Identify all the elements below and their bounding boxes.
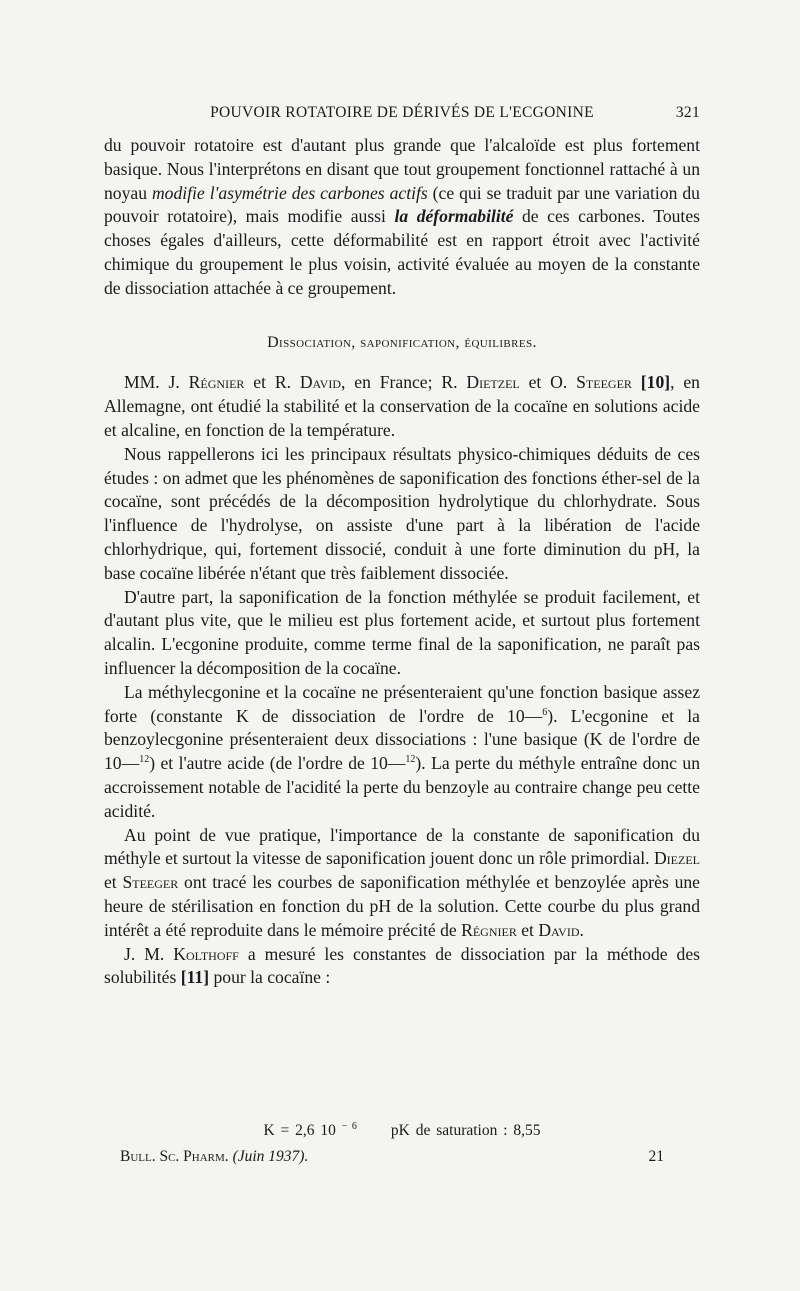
text-run: et O. bbox=[519, 372, 577, 393]
exponent: 12 bbox=[405, 754, 416, 766]
text-run: MM. J. bbox=[124, 372, 189, 393]
author-name: Régnier bbox=[188, 372, 245, 393]
text-run: ). La perte du méthyle entraîne donc un accroissement notable de l'acidité la perte du benzoyle au contraire change peu cette acidité. bbox=[104, 753, 700, 821]
page-number: 321 bbox=[675, 104, 700, 121]
running-title: POUVOIR ROTATOIRE DE DÉRIVÉS DE L'ECGONINE bbox=[210, 104, 594, 121]
author-name: Steeger bbox=[576, 372, 632, 393]
exponent: 12 bbox=[139, 754, 150, 766]
text-run: . bbox=[579, 919, 584, 940]
reference-number: [10] bbox=[640, 372, 671, 393]
dissociation-constant bbox=[263, 1122, 356, 1139]
author-name: David bbox=[299, 372, 341, 393]
text-run: (ce qui se traduit par une variation du pouvoir rotatoire), mais modifie aussi bbox=[104, 182, 700, 227]
paragraph-practical bbox=[104, 824, 700, 943]
text-run: et bbox=[104, 872, 123, 893]
exponent: − 6 bbox=[341, 1120, 357, 1132]
text-run: de ces carbones. Toutes choses égales d'ailleurs, cette déformabilité est en rapport étroit avec l'activité chimique du groupement le plus voisin, activité évaluée au moyen de la constante de dissociation attachée à ce groupement. bbox=[104, 206, 700, 298]
author-name: Steeger bbox=[122, 872, 179, 893]
body-text bbox=[104, 134, 700, 990]
author-name: Dietzel bbox=[466, 372, 520, 393]
paragraph-results: Nous rappellerons ici les principaux résultats physico-chimiques déduits de ces études : on admet que les phénomènes de saponification des fonctions éther-sel de la cocaïne, sont précédés de la décomposition hydrolytique du chlorhydrate. Sous l'influence de l'hydrolyse, on assiste d'une part à la libération de l'acide chlorhydrique, qui, fortement dissocié, conduit à une forte diminution du pH, la base cocaïne libérée n'étant que très faiblement dissociée. bbox=[104, 443, 700, 583]
formula bbox=[104, 1122, 700, 1140]
paragraph-dissociation bbox=[104, 681, 700, 824]
italic-run: modifie l'asymétrie des carbones actifs bbox=[151, 182, 428, 203]
exponent: 6 bbox=[542, 706, 548, 718]
text-run bbox=[632, 372, 641, 392]
author-name: David bbox=[538, 919, 580, 940]
reference-number: [11] bbox=[180, 967, 210, 988]
text-run: et bbox=[516, 919, 539, 940]
paragraph-kolthoff bbox=[104, 943, 700, 991]
text-run: Au point de vue pratique, l'importance de la constante de saponification du méthyle et surtout la vitesse de saponification jouent donc un rôle primordial. bbox=[104, 824, 700, 869]
journal-name: Bull. Sc. Pharm. bbox=[120, 1148, 229, 1165]
pk-saturation: pK de saturation : 8,55 bbox=[390, 1122, 541, 1139]
text-run: , en France; R. bbox=[341, 372, 467, 393]
text-run: ont tracé les courbes de saponification méthylée et benzoylée après une heure de stérilisation en fonction du pH de la solution. Cette courbe du plus grand intérêt a été reproduite dans le mémoire précité de bbox=[104, 872, 700, 940]
text-run: J. M. bbox=[124, 943, 174, 964]
paragraph-authors bbox=[104, 371, 700, 442]
running-head bbox=[104, 104, 700, 122]
paragraph-continuation bbox=[104, 134, 700, 301]
text-run: K = 2,6 10 bbox=[263, 1122, 342, 1139]
text-run: a mesuré les constantes de dissociation par la méthode des solubilités bbox=[104, 943, 700, 988]
text-run: pour la cocaïne : bbox=[209, 967, 331, 988]
text-run: et R. bbox=[244, 372, 300, 393]
text-run: du pouvoir rotatoire est d'autant plus grande que l'alcaloïde est plus fortement basique. Nous l'interprétons en disant que tout groupement fonctionnel rattaché à un noyau bbox=[104, 135, 700, 203]
journal-issue: (Juin 1937). bbox=[228, 1148, 309, 1165]
footer bbox=[120, 1148, 664, 1166]
italic-run: la déformabilité bbox=[394, 206, 514, 227]
text-run: ) et l'autre acide (de l'ordre de 10— bbox=[149, 753, 406, 774]
text-run: ). L'ecgonine et la benzoylecgonine présenteraient deux dissociations : l'une basique (K de l'ordre de 10— bbox=[104, 705, 700, 774]
text-run: , en Allemagne, ont étudié la stabilité et la conservation de la cocaïne en solutions acide et alcaline, en fonction de la température. bbox=[104, 372, 700, 440]
author-name: Diezel bbox=[653, 848, 700, 869]
section-heading: Dissociation, saponification, équilibres. bbox=[267, 333, 537, 351]
author-name: Kolthoff bbox=[173, 943, 239, 964]
text-run: La méthylecgonine et la cocaïne ne présenteraient qu'une fonction basique assez forte (constante K de dissociation de l'ordre de 10— bbox=[104, 681, 700, 726]
sheet-number: 21 bbox=[648, 1148, 664, 1165]
paragraph-saponification: D'autre part, la saponification de la fonction méthylée se produit facilement, et d'autant plus vite, que le milieu est plus fortement acide, et surtout plus fortement alcalin. L'ecgonine produite, comme terme final de la saponification, ne paraît pas influencer la décomposition de la cocaïne. bbox=[104, 586, 700, 678]
author-name: Régnier bbox=[461, 919, 517, 940]
